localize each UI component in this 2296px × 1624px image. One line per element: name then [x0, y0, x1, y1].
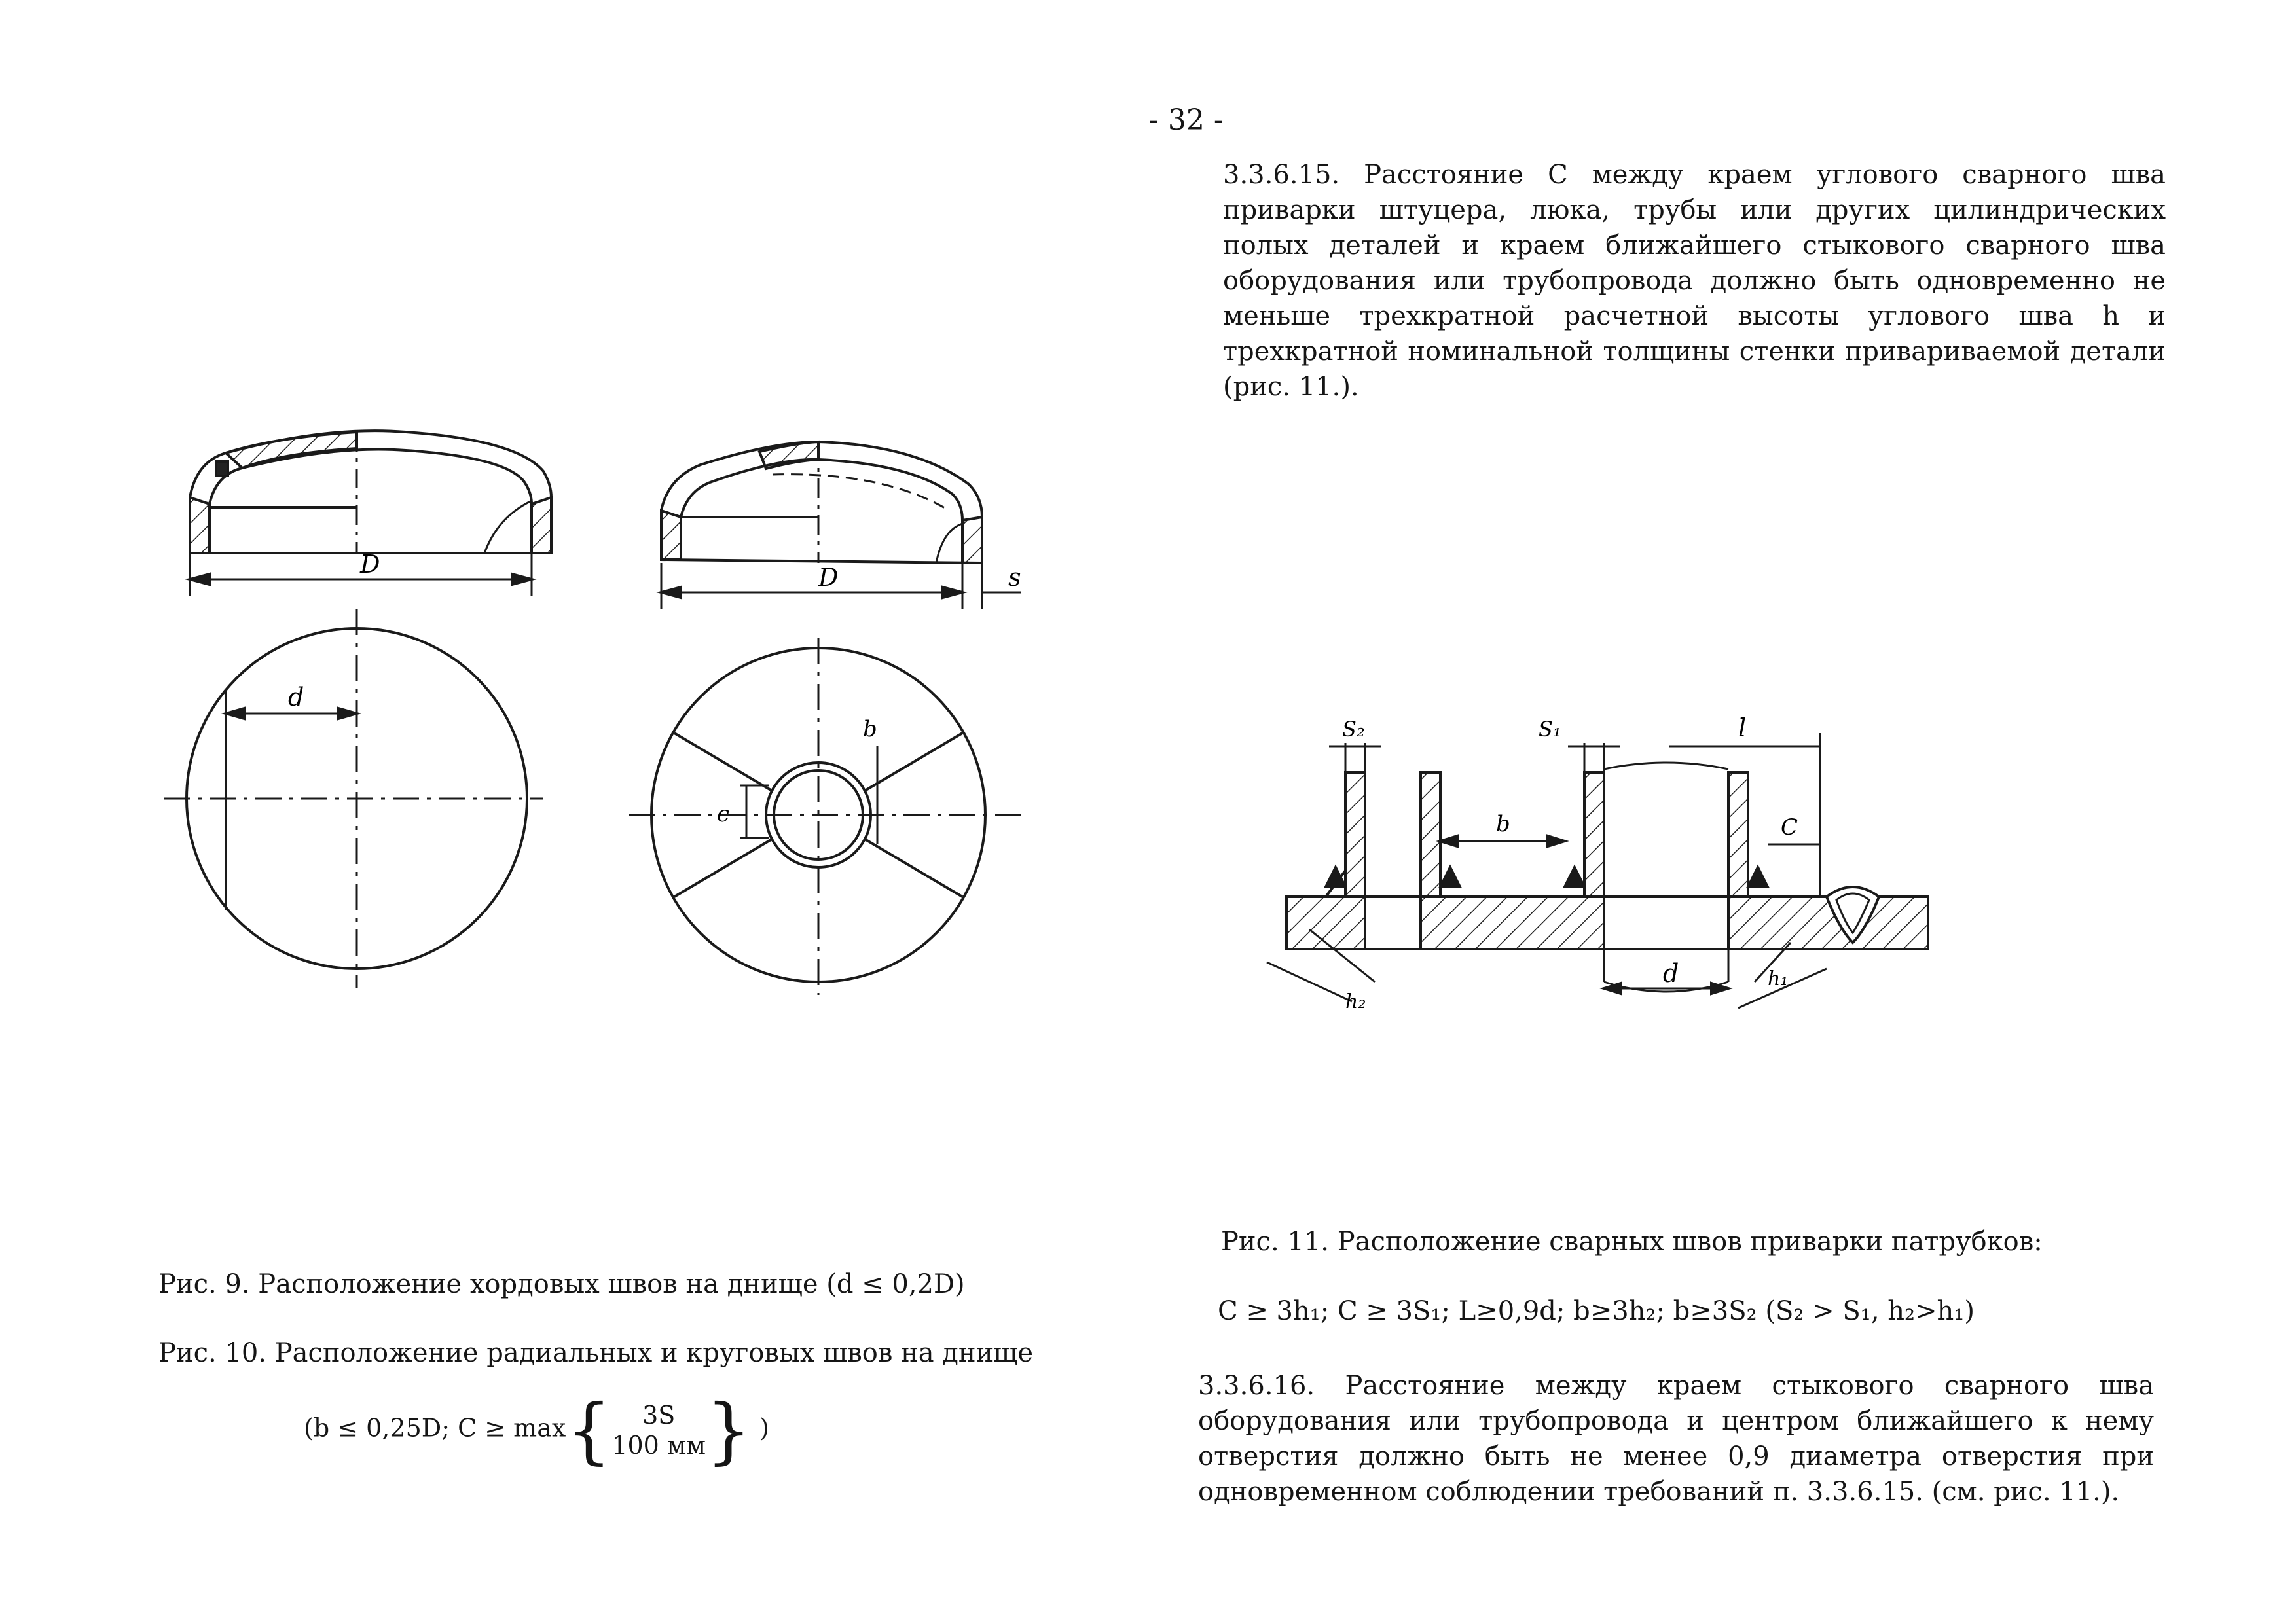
fig11-section [1267, 733, 1928, 1008]
fig10-head-section [661, 442, 1021, 609]
label-C-fig11: C [1781, 814, 1798, 840]
label-h2: h₂ [1345, 990, 1366, 1013]
paragraph-3-3-6-15: 3.3.6.15. Расстояние С между краем углового сварного шва приварки штуцера, люка, трубы или других цилиндрических полых деталей и краем ближайшего стыкового сварного шва оборудования или трубопровода должно быть одновременно не меньше трехкратной расчетной высоты углового шва h и трехкратной номинальной толщины стенки привариваемой детали (рис. 11.). [1223, 160, 2166, 402]
fig11-caption: Рис. 11. Расположение сварных швов приварки патрубков: [1221, 1227, 2043, 1257]
label-S1: S₁ [1539, 717, 1561, 742]
fig10-formula-prefix: (b ≤ 0,25D; C ≥ max [304, 1413, 566, 1443]
right-brace-icon: } [706, 1388, 752, 1472]
fig10-formula [304, 1388, 769, 1472]
fig10-plan-view [629, 638, 1021, 995]
label-l: l [1738, 713, 1747, 742]
label-h1: h₁ [1768, 967, 1789, 990]
label-c-fig10: c [717, 801, 730, 827]
fig10-formula-line1: 3S [642, 1401, 676, 1430]
label-D-fig10: D [818, 563, 839, 592]
paragraph-3-3-6-16: 3.3.6.16. Расстояние между краем стыкового сварного шва оборудования или трубопровода и центром ближайшего к нему отверстия должно быть не менее 0,9 диаметра отверстия при одновременном соблюдении требований п. 3.3.6.15. (см. рис. 11.). [1198, 1371, 2154, 1507]
label-D-fig9: D [360, 550, 380, 579]
fig9-plan-view [164, 609, 543, 988]
fig10-caption: Рис. 10. Расположение радиальных и круговых швов на днище [158, 1338, 1034, 1368]
page-number: - 32 - [1149, 103, 1224, 137]
label-b-fig11: b [1496, 811, 1510, 837]
fig11-formula: C ≥ 3h₁; C ≥ 3S₁; L≥0,9d; b≥3h₂; b≥3S₂ (S₂ > S₁, h₂>h₁) [1218, 1296, 1975, 1326]
fig10-formula-stack [611, 1400, 706, 1460]
label-d-fig9: d [288, 683, 304, 712]
fig10-formula-suffix: ) [759, 1413, 769, 1443]
left-brace-icon: { [566, 1388, 612, 1472]
label-b-fig10: b [863, 716, 877, 742]
label-S2: S₂ [1342, 717, 1365, 742]
fig10-formula-line2: 100 мм [611, 1431, 706, 1460]
fig9-caption: Рис. 9. Расположение хордовых швов на днище (d ≤ 0,2D) [158, 1269, 965, 1299]
label-d-fig11: d [1663, 959, 1679, 988]
label-s-fig10: s [1008, 563, 1021, 592]
